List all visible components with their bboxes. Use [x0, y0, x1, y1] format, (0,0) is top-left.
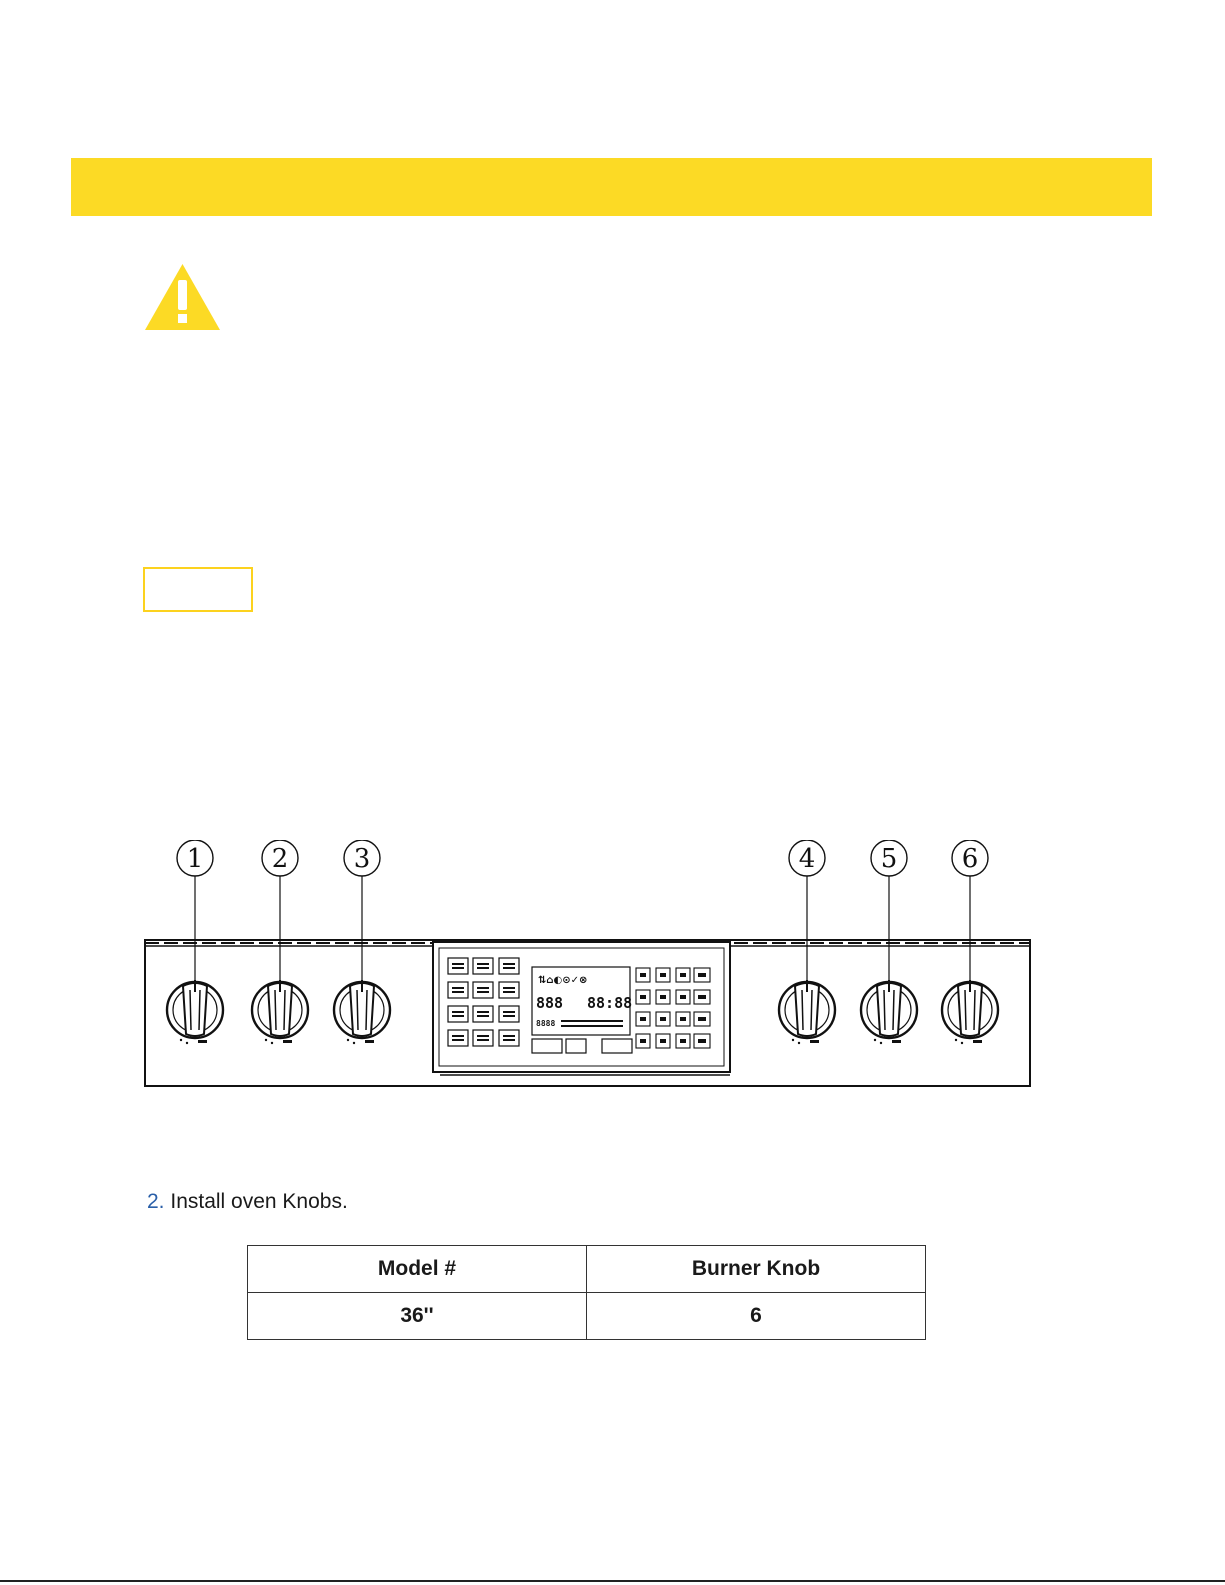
knob-spec-table	[247, 1245, 926, 1340]
panel-button	[473, 1006, 493, 1022]
keypad-button	[676, 1012, 690, 1026]
table-row	[248, 1293, 926, 1340]
svg-text:4: 4	[798, 844, 816, 874]
cell-model: 36''	[248, 1293, 587, 1340]
burner-knob-1	[167, 980, 223, 1044]
svg-text:1: 1	[186, 844, 204, 874]
knob-callout-3	[344, 840, 380, 988]
svg-text:3: 3	[353, 844, 371, 874]
step-number: 2.	[147, 1190, 165, 1213]
keypad-button	[656, 968, 670, 982]
table-header-row	[248, 1246, 926, 1293]
control-module	[433, 942, 730, 1075]
footer-rule	[0, 1580, 1225, 1582]
keypad-button	[656, 1012, 670, 1026]
svg-text:6: 6	[961, 844, 979, 874]
burner-knob-3	[334, 980, 390, 1044]
panel-button	[499, 1006, 519, 1022]
keypad-button	[636, 968, 650, 982]
panel-button	[499, 1030, 519, 1046]
burner-knob-6	[942, 980, 998, 1044]
install-knobs-step	[147, 1190, 348, 1214]
svg-text:5: 5	[880, 844, 898, 874]
keypad-button	[636, 1034, 650, 1048]
keypad-button	[656, 1034, 670, 1048]
knob-callout-5	[871, 840, 907, 988]
panel-button	[499, 958, 519, 974]
keypad-button	[656, 990, 670, 1004]
header-burner-knob: Burner Knob	[587, 1246, 926, 1293]
panel-button	[448, 1030, 468, 1046]
display-timer: 8888	[536, 1019, 556, 1028]
panel-button	[499, 982, 519, 998]
keypad-button	[694, 1012, 710, 1026]
knob-callout-6	[952, 840, 988, 988]
burner-knob-5	[861, 980, 917, 1044]
knob-callout-1	[177, 840, 213, 988]
keypad-button	[694, 1034, 710, 1048]
keypad-button	[676, 990, 690, 1004]
keypad-button	[676, 968, 690, 982]
panel-button	[473, 982, 493, 998]
section-header-banner	[71, 158, 1152, 216]
cell-knob-count: 6	[587, 1293, 926, 1340]
keypad-button	[636, 1012, 650, 1026]
panel-button	[448, 1006, 468, 1022]
display-icons: ⇅⌂◐⊙✓⊗	[538, 975, 588, 986]
svg-text:2: 2	[271, 844, 289, 874]
knob-callout-4	[789, 840, 825, 988]
caution-label-box	[143, 567, 253, 612]
panel-button	[448, 982, 468, 998]
keypad-button	[694, 968, 710, 982]
burner-knob-4	[779, 980, 835, 1044]
panel-button	[473, 958, 493, 974]
warning-triangle-icon	[143, 262, 222, 332]
panel-button	[448, 958, 468, 974]
display-clock: 88:88	[587, 994, 633, 1012]
step-text: Install oven Knobs.	[170, 1190, 348, 1213]
keypad-button	[694, 990, 710, 1004]
display-temp: 888	[536, 994, 564, 1012]
keypad-button	[676, 1034, 690, 1048]
burner-knob-2	[252, 980, 308, 1044]
panel-button	[473, 1030, 493, 1046]
knob-callout-2	[262, 840, 298, 988]
keypad-button	[636, 990, 650, 1004]
header-model: Model #	[248, 1246, 587, 1293]
control-panel-diagram	[140, 840, 1035, 1100]
